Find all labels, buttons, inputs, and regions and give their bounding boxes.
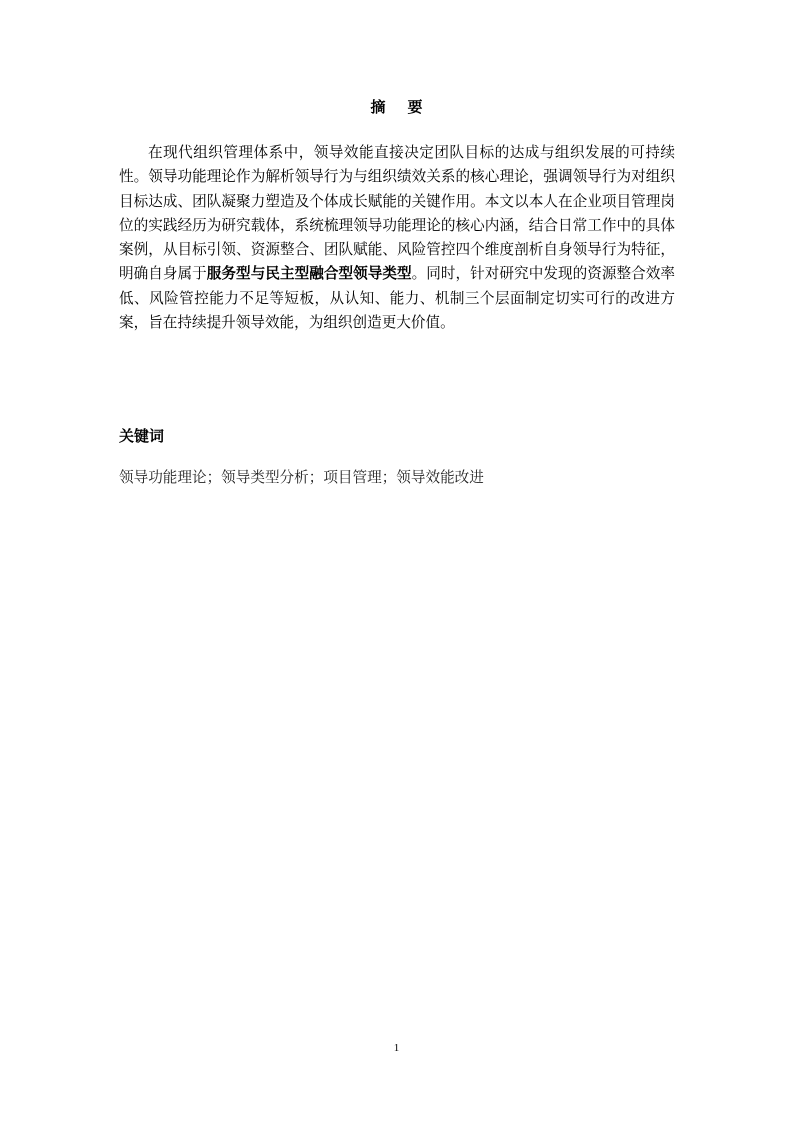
abstract-title — [0, 96, 793, 117]
abstract-text-bold: 服务型与民主型融合型领导类型 — [206, 265, 412, 283]
page-number: 1 — [393, 1042, 400, 1054]
keywords-heading: 关键词 — [119, 427, 165, 445]
keywords-text: 领导功能理论；领导类型分析；项目管理；领导效能改进 — [119, 469, 484, 486]
abstract-title-part1: 摘 — [370, 98, 386, 116]
abstract-paragraph — [119, 141, 675, 335]
abstract-body — [119, 141, 675, 335]
abstract-text-after-bold: 。同时，针对研究中发现的资源整合效率低、风险管控能力不足等短板，从认知、能力、机制三个层面制定切实可行的改进方案，旨在持续提升领导效能，为组织创造更大价值。 — [119, 265, 675, 332]
abstract-text-before-bold: 在现代组织管理体系中，领导效能直接决定团队目标的达成与组织发展的可持续性。领导功能理论作为解析领导行为与组织绩效关系的核心理论，强调领导行为对组织目标达成、团队凝聚力塑造及个体成长赋能的关键作用。本文以本人在企业项目管理岗位的实践经历为研究载体，系统梳理领导功能理论的核心内涵，结合日常工作中的具体案例，从目标引领、资源整合、团队赋能、风险管控四个维度剖析自身领导行为特征，明确自身属于 — [119, 144, 675, 283]
abstract-title-part2: 要 — [407, 98, 423, 116]
